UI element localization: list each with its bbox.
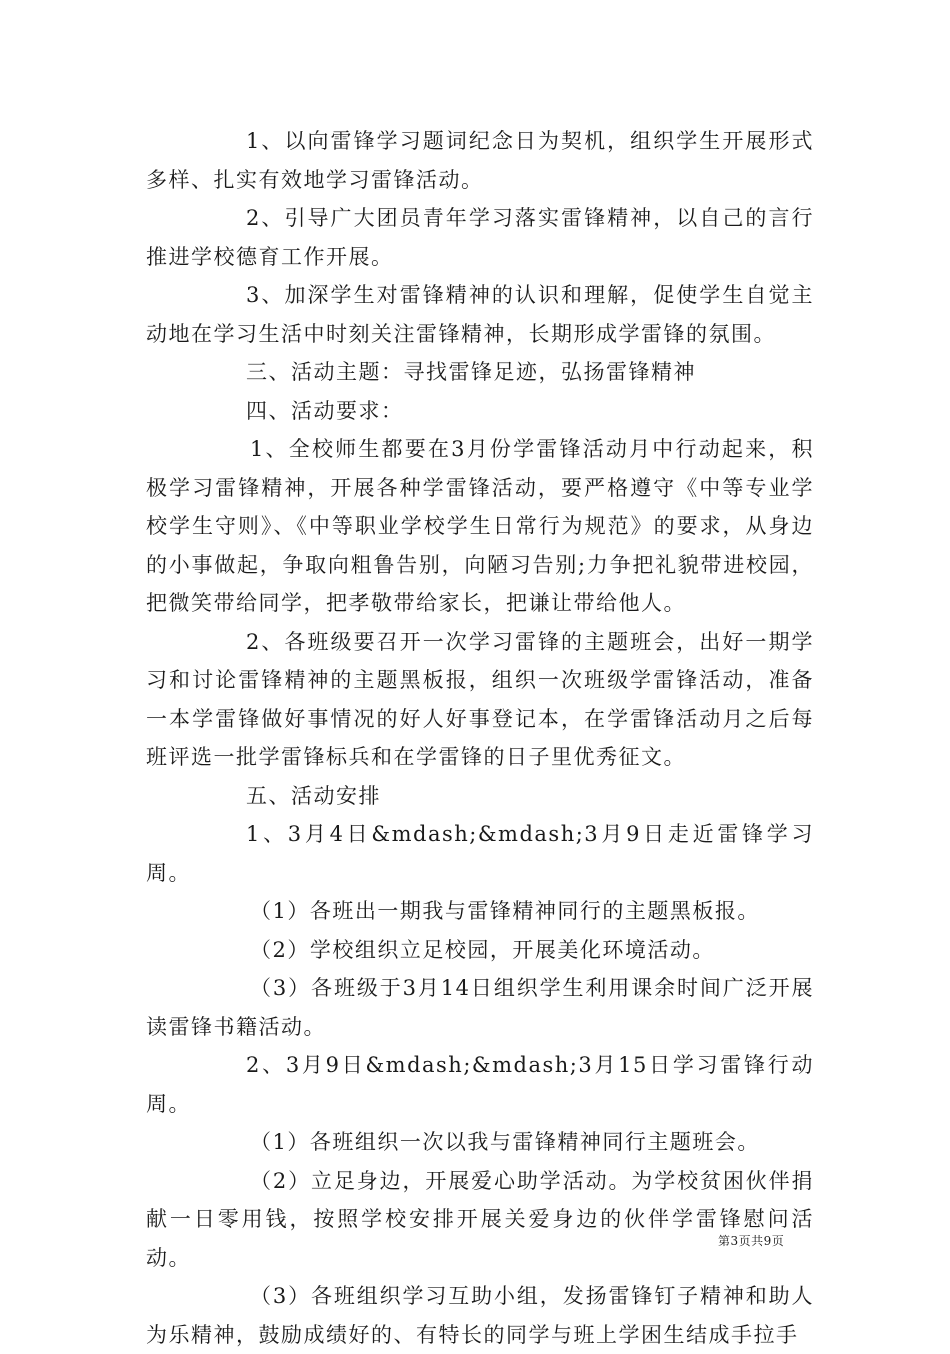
section-heading-schedule: 五、活动安排 — [246, 783, 381, 808]
paragraph-schedule-item: （1）各班出一期我与雷锋精神同行的主题黑板报。 — [250, 899, 760, 923]
paragraph-goal-2: 2、引导广大团员青年学习落实雷锋精神，以自己的言行推进学校德育工作开展。 — [146, 206, 814, 269]
paragraph-schedule-week-1: 1、3月4日&mdash;&mdash;3月9日走近雷锋学习周。 — [146, 822, 814, 885]
paragraph-schedule-item: （3）各班组织学习互助小组，发扬雷锋钉子精神和助人为乐精神，鼓励成绩好的、有特长的同学与班上学困生结成手拉手 — [146, 1284, 814, 1347]
paragraph-goal-3: 3、加深学生对雷锋精神的认识和理解，促使学生自觉主动地在学习生活中时刻关注雷锋精神，长期形成学雷锋的氛围。 — [146, 283, 814, 346]
paragraph-goal-1: 1、以向雷锋学习题词纪念日为契机，组织学生开展形式多样、扎实有效地学习雷锋活动。 — [146, 129, 814, 192]
paragraph-schedule-item: （3）各班级于3月14日组织学生利用课余时间广泛开展读雷锋书籍活动。 — [146, 976, 814, 1039]
paragraph-schedule-item: （2）学校组织立足校园，开展美化环境活动。 — [250, 937, 715, 962]
page-number-footer: 第3页共9页 — [718, 1234, 785, 1248]
document-body — [146, 122, 814, 1354]
paragraph-requirement-1: 1、全校师生都要在3月份学雷锋活动月中行动起来，积极学习雷锋精神，开展各种学雷锋活动，要严格遵守《中等专业学校学生守则》、《中等职业学校学生日常行为规范》的要求，从身边的小事做起，争取向粗鲁告别，向陋习告别;力争把礼貌带进校园，把微笑带给同学，把孝敬带给家长，把谦让带给他人。 — [146, 437, 814, 615]
paragraph-requirement-2: 2、各班级要召开一次学习雷锋的主题班会，出好一期学习和讨论雷锋精神的主题黑板报，组织一次班级学雷锋活动，准备一本学雷锋做好事情况的好人好事登记本，在学雷锋活动月之后每班评选一批学雷锋标兵和在学雷锋的日子里优秀征文。 — [146, 629, 814, 769]
section-heading-theme: 三、活动主题：寻找雷锋足迹，弘扬雷锋精神 — [246, 360, 696, 384]
paragraph-schedule-item: （2）立足身边，开展爱心助学活动。为学校贫困伙伴捐献一日零用钱，按照学校安排开展关爱身边的伙伴学雷锋慰问活动。 — [146, 1168, 814, 1270]
section-heading-requirements: 四、活动要求： — [246, 398, 404, 423]
paragraph-schedule-week-2: 2、3月9日&mdash;&mdash;3月15日学习雷锋行动周。 — [146, 1053, 814, 1116]
paragraph-schedule-item: （1）各班组织一次以我与雷锋精神同行主题班会。 — [250, 1130, 760, 1154]
